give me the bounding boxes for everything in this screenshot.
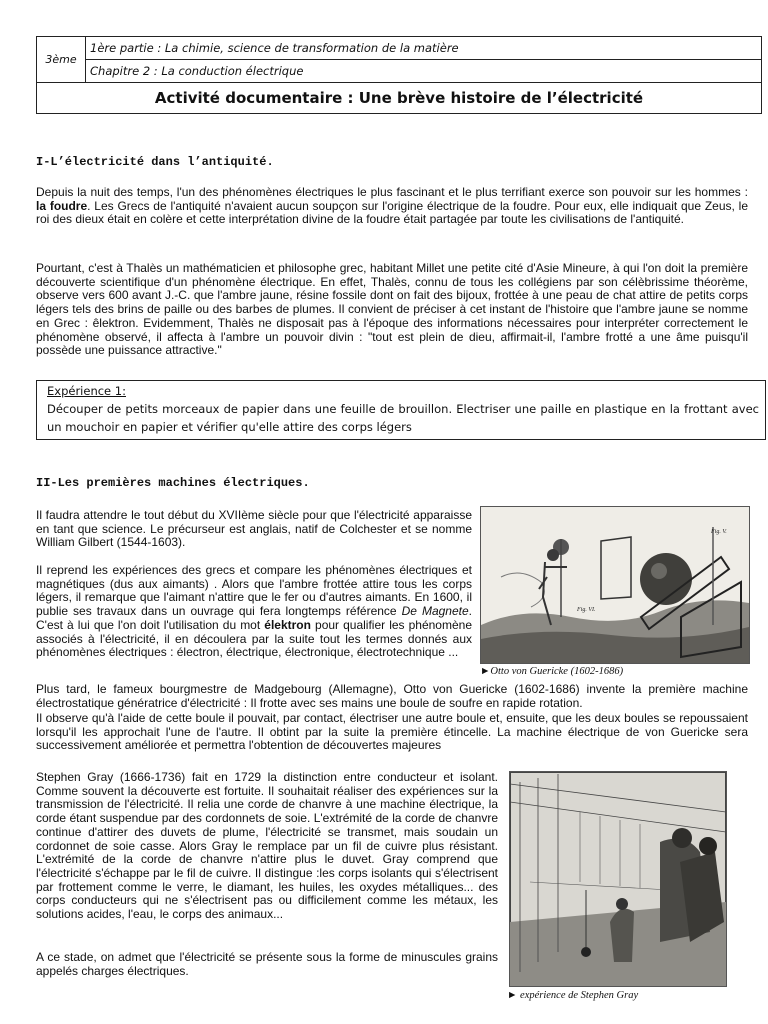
- section-2-paragraph-2: Il reprend les expériences des grecs et compare les phénomènes électriques et magnétiques (dus aux aimants) . Alors que l'ambre frottée attire tous les corps légers, il remarque que l'aimant n'attire que le fer ou d'autres aimants. En 1600, il publie ses travaux dans un ouvrage qui fera longtemps référence De Magnete. C'est à lui que l'on doit l'utilisation du mot élektron pour qualifier les phénomène associés à l'électricité, il en découlera par la suite tout les termes donnés aux phénomènes électriques : électron, électrique, électronique, électrotechnique ...: [36, 563, 472, 660]
- experience-title: Expérience 1:: [47, 384, 126, 398]
- arrow-icon: ►: [507, 990, 518, 1001]
- experience-text: Découper de petits morceaux de papier dans une feuille de brouillon. Electriser une paille en plastique en la frottant avec un mouchoir en papier et vérifier qu'elle attire des corps légers: [47, 402, 759, 434]
- document-title: Activité documentaire : Une brève histoire de l’électricité: [37, 83, 762, 114]
- figure-label-right: Fig. V.: [711, 529, 727, 535]
- section-1-heading: I-L’électricité dans l’antiquité.: [36, 155, 274, 169]
- section-2-paragraph-1: Il faudra attendre le tout début du XVIIème siècle pour que l'électricité apparaisse en tant que science. Le précurseur est anglais, natif de Colchester et se nomme William Gilbert (1544-1603).: [36, 508, 472, 550]
- bold-term-foudre: la foudre: [36, 198, 88, 213]
- guericke-illustration: [481, 507, 749, 663]
- italic-title-de-magnete: De Magnete: [401, 604, 469, 619]
- gray-illustration: [510, 772, 726, 986]
- header-table: [36, 36, 762, 114]
- arrow-icon: ►: [480, 666, 491, 677]
- bold-term-elektron: élektron: [264, 617, 311, 632]
- gray-engraving: [509, 771, 727, 987]
- section-2-paragraph-6: A ce stade, on admet que l'électricité se présente sous la forme de minuscules grains appelés charges électriques.: [36, 950, 498, 978]
- section-2-heading: II-Les premières machines électriques.: [36, 476, 310, 490]
- section-1-paragraph-2: Pourtant, c'est à Thalès un mathématicien et philosophe grec, habitant Millet une petite cité d'Asie Mineure, à qui l'on doit la première découverte scientifique d'un phénomène électrique. En effet, Thalès, connu de tous les collégiens par son célèbrissime théorème, observe vers 600 avant J.-C. que l'ambre jaune, résine fossile dont on fait des bijoux, frottée à une peau de chat attire de petits corps légers tels des brins de paille ou des barbes de plumes. Il convient de préciser à cet instant de l'histoire que l'ambre jaune se nomme en Grec : êlektron. Evidemment, Thalès ne disposait pas à l'époque des informations nécessaires pour interpréter correctement le phénomène observé, il affecta à l'ambre un pouvoir divin : "tout est plein de dieu, affirmait-il, l'ambre frotté a une âme puisqu'il possède une puissance attractive.": [36, 261, 748, 358]
- class-level: 3ème: [37, 37, 86, 83]
- experience-box: [36, 380, 766, 440]
- guericke-engraving: [480, 506, 750, 664]
- section-2-paragraph-5: Stephen Gray (1666-1736) fait en 1729 la distinction entre conducteur et isolant. Comme souvent la découverte est fortuite. Il souhaitait réaliser des expériences sur la transmission de l'électricité. Il relia une corde de chanvre à une machine électrique, la corde étant suspendue par des cordonnets de soie. L'extrémité de la corde de chanvre continue d'attirer des duvets de plume, l'électricité se transmet, mais soudain un cordonnet de soie casse. Alors Gray le remplace par un fil de cuivre plus résistant. L'extrémité de la corde de chanvre n'attire plus le duvet. Gray comprend que l'électricité s'échappe par le fil de cuivre. Il distingue :les corps isolants qui s'électrisent par frottement comme le verre, le diamant, les huiles, les oxydes métalliques... des corps conducteurs qui ne s'électrisent pas ou difficilement comme les métaux, les solutions acides, l'eau, le corps des animaux...: [36, 770, 498, 922]
- section-2-paragraph-3: Plus tard, le fameux bourgmestre de Madgebourg (Allemagne), Otto von Guericke (1602-1686) invente la première machine électrostatique génératrice d'électricité : Il frotte avec ses mains une boule de soufre en rapide rotation.: [36, 682, 748, 710]
- chapter-title: Chapitre 2 : La conduction électrique: [86, 60, 762, 83]
- guericke-caption: ►Otto von Guericke (1602-1686): [480, 666, 624, 677]
- section-2-paragraph-4: Il observe qu'à l'aide de cette boule il pouvait, par contact, électriser une autre boule et, ensuite, que les deux boules se repoussaient lorsqu'il les approchait l'une de l'autre. Il obtint par la suite la première étincelle. La machine électrique de von Guericke sera successivement améliorée et permettra l'obtention de découvertes majeures: [36, 711, 748, 753]
- gray-caption: ► expérience de Stephen Gray: [507, 990, 639, 1001]
- section-1-paragraph-1: Depuis la nuit des temps, l'un des phénomènes électriques le plus fascinant et le plus terrifiant exerce son pouvoir sur les hommes : la foudre. Les Grecs de l'antiquité n'avaient aucun soupçon sur l'origine électrique de la foudre. Pour eux, elle indiquait que Zeus, le roi des dieux était en colère et cette interprétation divine de la foudre était partagée par toute les civilisations de l'antiquité.: [36, 185, 749, 227]
- part-title: 1ère partie : La chimie, science de transformation de la matière: [86, 37, 762, 60]
- figure-label-left: Fig. VI.: [577, 607, 596, 613]
